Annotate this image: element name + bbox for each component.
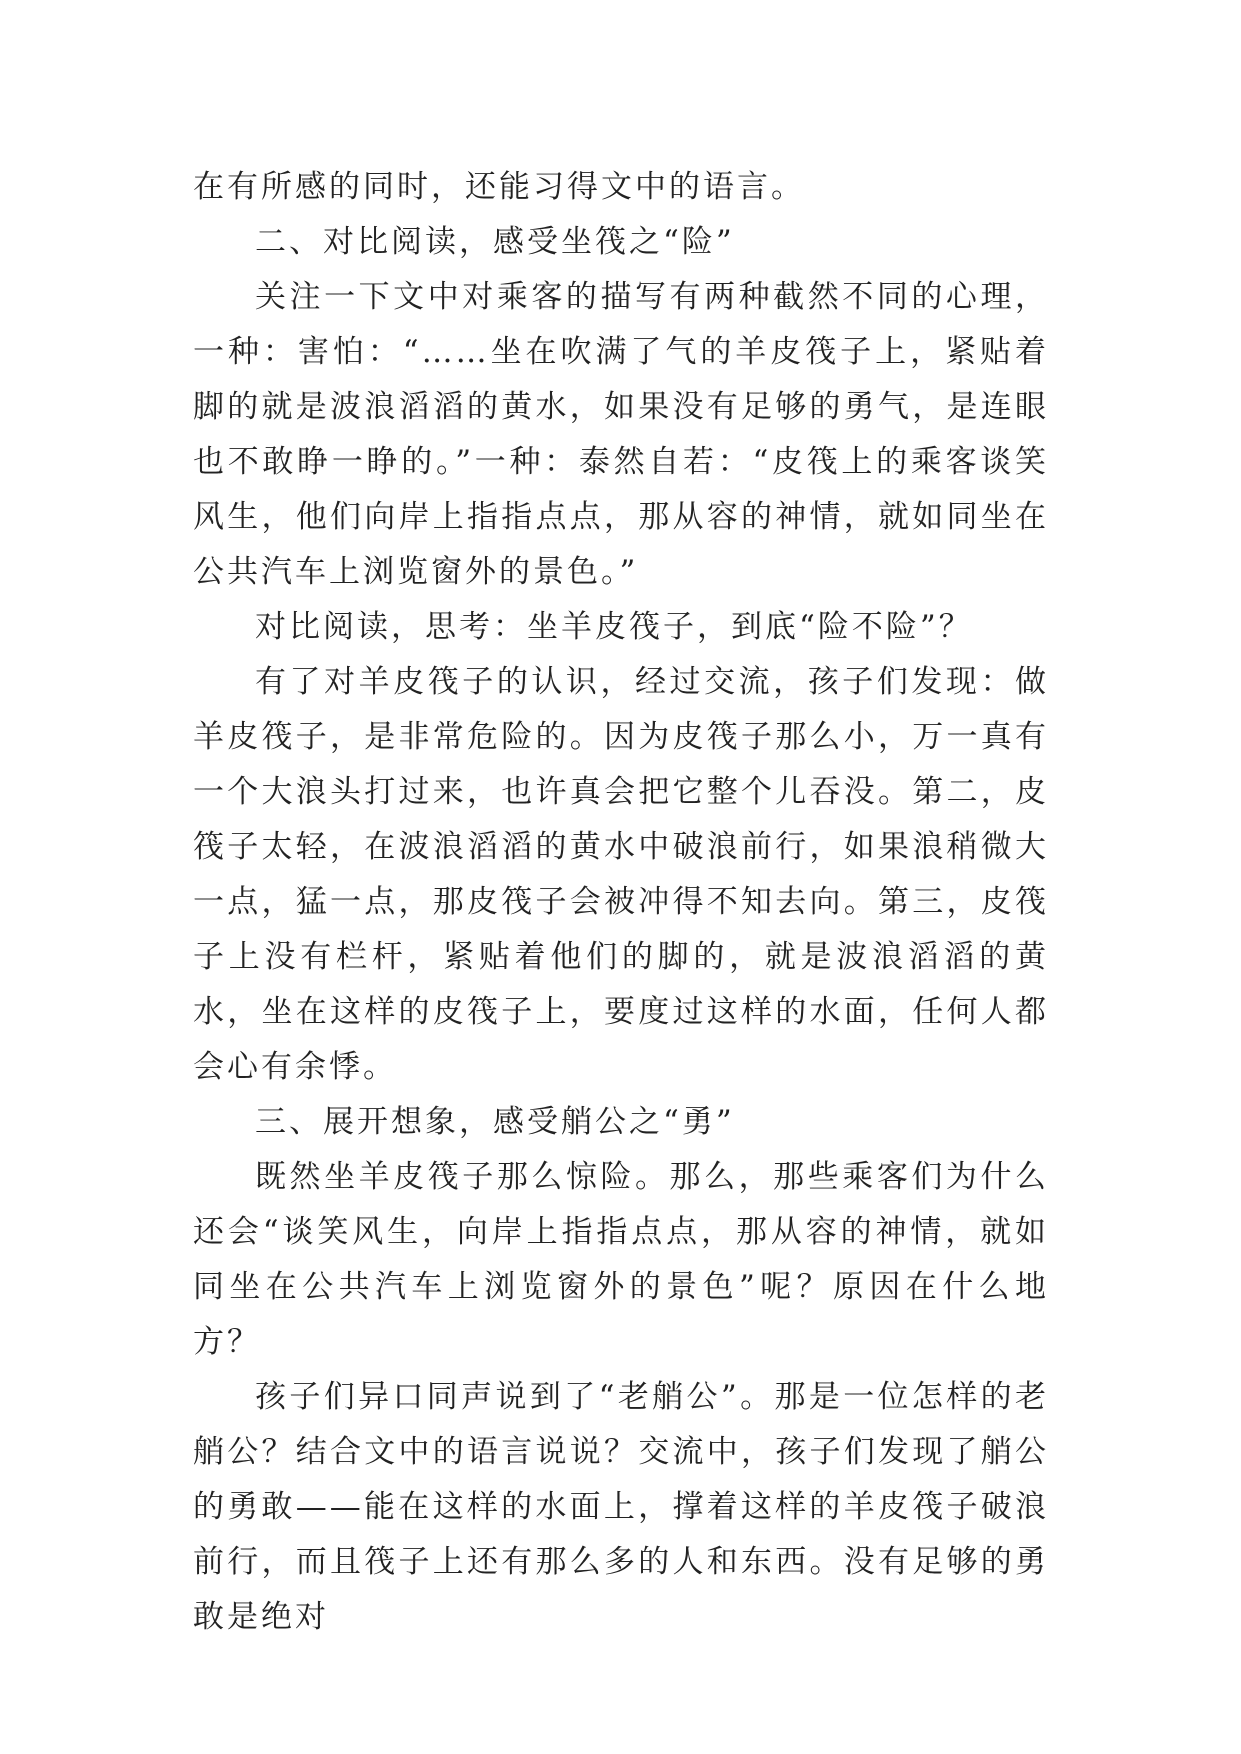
paragraph-why-calm: 既然坐羊皮筏子那么惊险。那么，那些乘客们为什么还会“谈笑风生，向岸上指指点点，那从容的神情，就如同坐在公共汽车上浏览窗外的景色”呢？原因在什么地方？ xyxy=(193,1159,1049,1360)
paragraph-continuation: 在有所感的同时，还能习得文中的语言。 xyxy=(193,169,805,205)
paragraph-boatman-bravery: 孩子们异口同声说到了“老艄公”。那是一位怎样的老艄公？结合文中的语言说说？交流中，孩子们发现了艄公的勇敢——能在这样的水面上，撑着这样的羊皮筏子破浪前行，而且筏子上还有那么多的人和东西。没有足够的勇敢是绝对 xyxy=(193,1379,1049,1635)
section-heading-2: 二、对比阅读，感受坐筏之“险” xyxy=(255,224,735,260)
paragraph-danger-analysis: 有了对羊皮筏子的认识，经过交流，孩子们发现：做羊皮筏子，是非常危险的。因为皮筏子那么小，万一真有一个大浪头打过来，也许真会把它整个儿吞没。第二，皮筏子太轻，在波浪滔滔的黄水中破浪前行，如果浪稍微大一点，猛一点，那皮筏子会被冲得不知去向。第三，皮筏子上没有栏杆，紧贴着他们的脚的，就是波浪滔滔的黄水，坐在这样的皮筏子上，要度过这样的水面，任何人都会心有余悸。 xyxy=(193,664,1049,1085)
document-page xyxy=(193,160,1049,1645)
paragraph-comparison-question: 对比阅读，思考：坐羊皮筏子，到底“险不险”？ xyxy=(255,609,973,645)
section-heading-3: 三、展开想象，感受艄公之“勇” xyxy=(255,1104,735,1140)
paragraph-passenger-description: 关注一下文中对乘客的描写有两种截然不同的心理，一种：害怕：“……坐在吹满了气的羊皮筏子上，紧贴着脚的就是波浪滔滔的黄水，如果没有足够的勇气，是连眼也不敢睁一睁的。”一种：泰然自若：“皮筏上的乘客谈笑风生，他们向岸上指指点点，那从容的神情，就如同坐在公共汽车上浏览窗外的景色。” xyxy=(193,279,1049,590)
